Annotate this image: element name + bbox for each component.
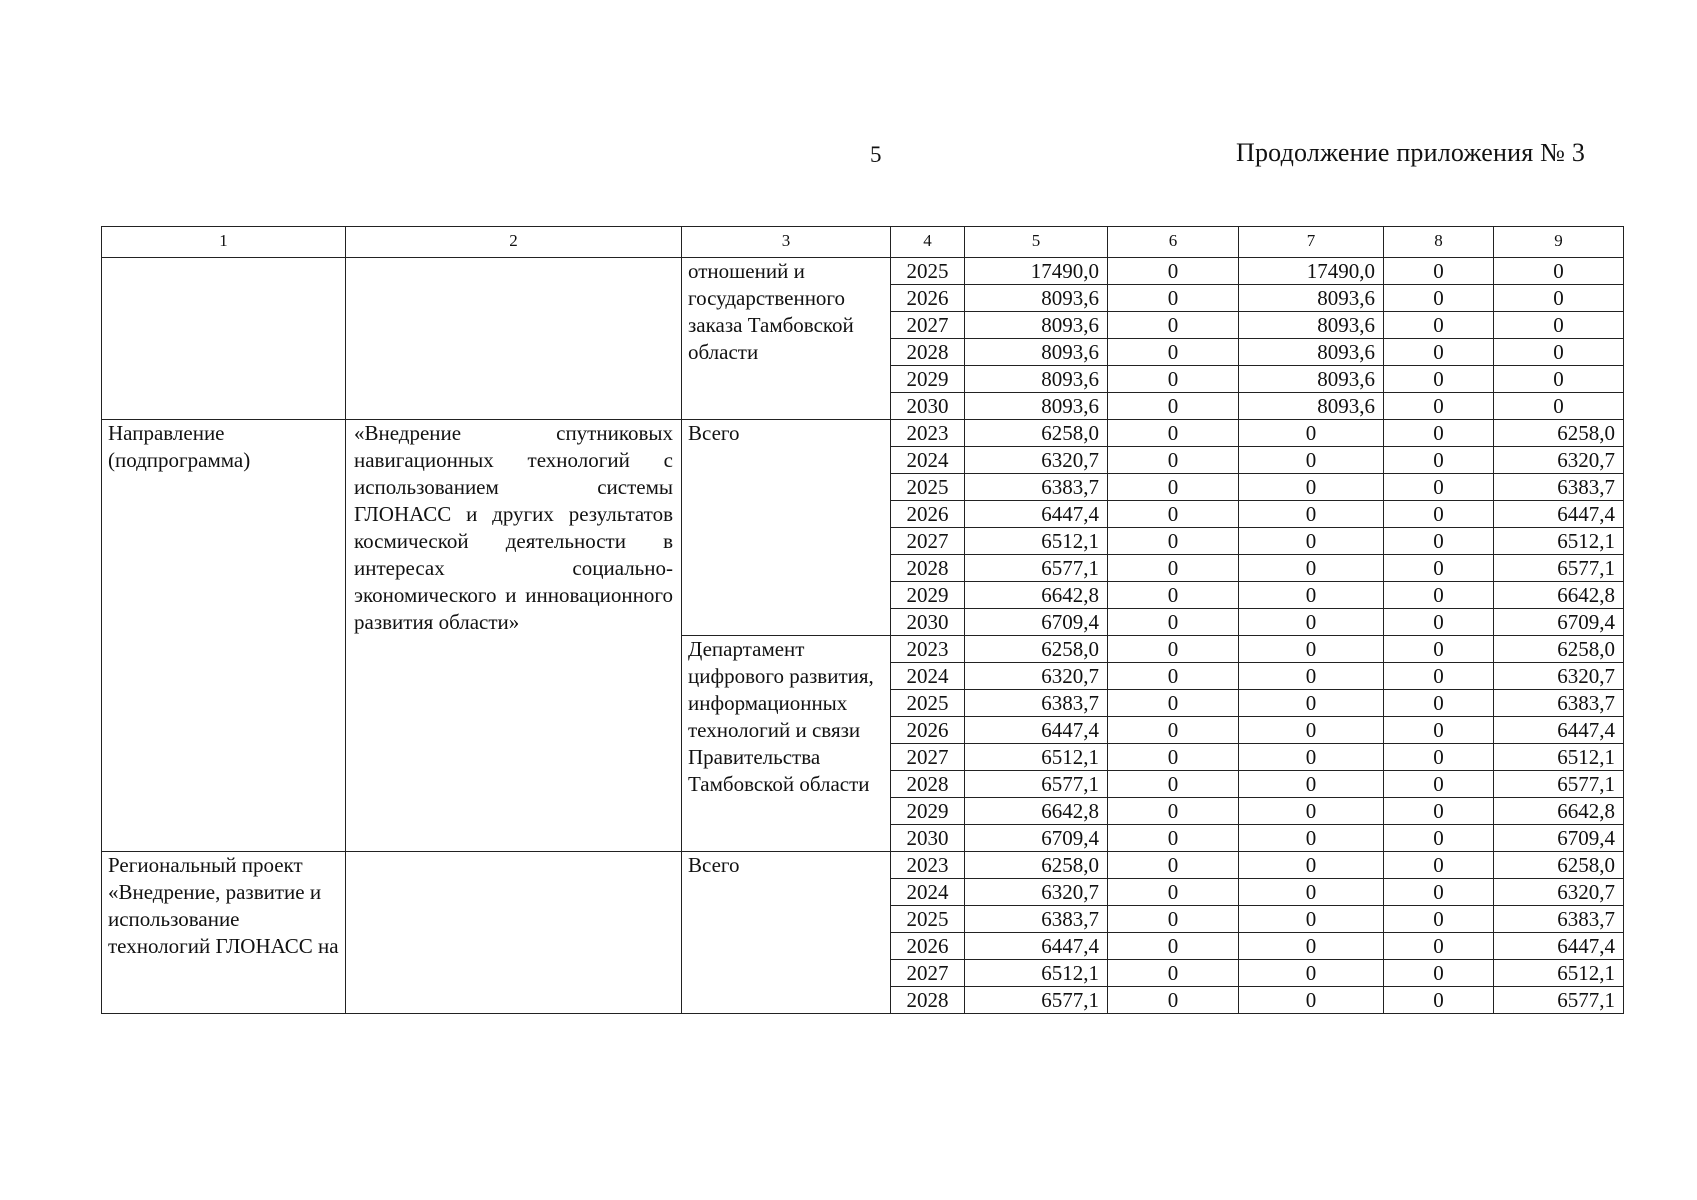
federal-amount-cell: 0 xyxy=(1108,879,1239,906)
regional-amount-cell: 8093,6 xyxy=(1239,312,1384,339)
federal-amount-cell: 0 xyxy=(1108,825,1239,852)
column-header: 8 xyxy=(1384,227,1494,258)
year-cell: 2025 xyxy=(891,690,965,717)
responsible-executor: отношений и государственного заказа Тамбовской области xyxy=(682,258,891,420)
year-cell: 2029 xyxy=(891,798,965,825)
local-amount-cell: 0 xyxy=(1384,852,1494,879)
total-amount-cell: 6320,7 xyxy=(965,447,1108,474)
other-amount-cell: 6709,4 xyxy=(1494,825,1624,852)
regional-amount-cell: 0 xyxy=(1239,528,1384,555)
regional-amount-cell: 0 xyxy=(1239,960,1384,987)
federal-amount-cell: 0 xyxy=(1108,690,1239,717)
federal-amount-cell: 0 xyxy=(1108,933,1239,960)
other-amount-cell: 0 xyxy=(1494,393,1624,420)
total-amount-cell: 6258,0 xyxy=(965,852,1108,879)
year-cell: 2026 xyxy=(891,501,965,528)
total-amount-cell: 6709,4 xyxy=(965,825,1108,852)
federal-amount-cell: 0 xyxy=(1108,771,1239,798)
subprogram-description: «Внедрение спутниковых навигационных технологий с использованием системы ГЛОНАСС и других результатов космической деятельности в интересах социально-экономического и инновационного развития области» xyxy=(346,420,682,852)
column-header: 5 xyxy=(965,227,1108,258)
local-amount-cell: 0 xyxy=(1384,771,1494,798)
other-amount-cell: 0 xyxy=(1494,258,1624,285)
local-amount-cell: 0 xyxy=(1384,528,1494,555)
federal-amount-cell: 0 xyxy=(1108,663,1239,690)
other-amount-cell: 6512,1 xyxy=(1494,960,1624,987)
other-amount-cell: 6642,8 xyxy=(1494,582,1624,609)
other-amount-cell: 0 xyxy=(1494,366,1624,393)
other-amount-cell: 6447,4 xyxy=(1494,933,1624,960)
local-amount-cell: 0 xyxy=(1384,906,1494,933)
other-amount-cell: 0 xyxy=(1494,339,1624,366)
other-amount-cell: 6320,7 xyxy=(1494,879,1624,906)
local-amount-cell: 0 xyxy=(1384,339,1494,366)
federal-amount-cell: 0 xyxy=(1108,312,1239,339)
total-amount-cell: 6258,0 xyxy=(965,636,1108,663)
other-amount-cell: 6512,1 xyxy=(1494,744,1624,771)
federal-amount-cell: 0 xyxy=(1108,744,1239,771)
year-cell: 2030 xyxy=(891,825,965,852)
regional-amount-cell: 8093,6 xyxy=(1239,339,1384,366)
table-row xyxy=(102,852,1624,879)
regional-amount-cell: 0 xyxy=(1239,447,1384,474)
regional-amount-cell: 0 xyxy=(1239,420,1384,447)
federal-amount-cell: 0 xyxy=(1108,258,1239,285)
other-amount-cell: 6258,0 xyxy=(1494,420,1624,447)
total-amount-cell: 6447,4 xyxy=(965,717,1108,744)
federal-amount-cell: 0 xyxy=(1108,960,1239,987)
year-cell: 2028 xyxy=(891,987,965,1014)
total-amount-cell: 6447,4 xyxy=(965,501,1108,528)
local-amount-cell: 0 xyxy=(1384,312,1494,339)
year-cell: 2023 xyxy=(891,852,965,879)
other-amount-cell: 6383,7 xyxy=(1494,906,1624,933)
federal-amount-cell: 0 xyxy=(1108,420,1239,447)
total-amount-cell: 6447,4 xyxy=(965,933,1108,960)
column-header: 4 xyxy=(891,227,965,258)
page-number: 5 xyxy=(870,142,882,167)
year-cell: 2030 xyxy=(891,609,965,636)
local-amount-cell: 0 xyxy=(1384,636,1494,663)
total-amount-cell: 6577,1 xyxy=(965,555,1108,582)
local-amount-cell: 0 xyxy=(1384,582,1494,609)
appendix-header: Продолжение приложения № 3 xyxy=(1236,138,1586,167)
total-amount-cell: 6383,7 xyxy=(965,474,1108,501)
other-amount-cell: 6447,4 xyxy=(1494,717,1624,744)
regional-amount-cell: 0 xyxy=(1239,717,1384,744)
regional-amount-cell: 0 xyxy=(1239,933,1384,960)
other-amount-cell: 6642,8 xyxy=(1494,798,1624,825)
total-label: Всего xyxy=(682,420,891,636)
local-amount-cell: 0 xyxy=(1384,474,1494,501)
local-amount-cell: 0 xyxy=(1384,366,1494,393)
other-amount-cell: 6577,1 xyxy=(1494,987,1624,1014)
local-amount-cell: 0 xyxy=(1384,987,1494,1014)
federal-amount-cell: 0 xyxy=(1108,339,1239,366)
year-cell: 2025 xyxy=(891,258,965,285)
federal-amount-cell: 0 xyxy=(1108,285,1239,312)
federal-amount-cell: 0 xyxy=(1108,987,1239,1014)
column-header: 6 xyxy=(1108,227,1239,258)
federal-amount-cell: 0 xyxy=(1108,366,1239,393)
year-cell: 2028 xyxy=(891,555,965,582)
federal-amount-cell: 0 xyxy=(1108,447,1239,474)
total-amount-cell: 6383,7 xyxy=(965,690,1108,717)
regional-amount-cell: 0 xyxy=(1239,987,1384,1014)
total-amount-cell: 6642,8 xyxy=(965,582,1108,609)
regional-amount-cell: 0 xyxy=(1239,663,1384,690)
total-amount-cell: 8093,6 xyxy=(965,285,1108,312)
other-amount-cell: 6577,1 xyxy=(1494,771,1624,798)
federal-amount-cell: 0 xyxy=(1108,528,1239,555)
subprogram-name: Направление (подпрограмма) xyxy=(102,420,346,852)
year-cell: 2025 xyxy=(891,906,965,933)
year-cell: 2027 xyxy=(891,528,965,555)
column-header: 2 xyxy=(346,227,682,258)
year-cell: 2023 xyxy=(891,420,965,447)
other-amount-cell: 6709,4 xyxy=(1494,609,1624,636)
other-amount-cell: 6577,1 xyxy=(1494,555,1624,582)
local-amount-cell: 0 xyxy=(1384,960,1494,987)
other-amount-cell: 6258,0 xyxy=(1494,636,1624,663)
column-numbers-row xyxy=(102,227,1624,258)
federal-amount-cell: 0 xyxy=(1108,852,1239,879)
local-amount-cell: 0 xyxy=(1384,879,1494,906)
year-cell: 2026 xyxy=(891,717,965,744)
total-amount-cell: 6512,1 xyxy=(965,528,1108,555)
federal-amount-cell: 0 xyxy=(1108,798,1239,825)
local-amount-cell: 0 xyxy=(1384,798,1494,825)
total-amount-cell: 17490,0 xyxy=(965,258,1108,285)
local-amount-cell: 0 xyxy=(1384,447,1494,474)
total-amount-cell: 8093,6 xyxy=(965,339,1108,366)
description-cell-empty xyxy=(346,852,682,1014)
year-cell: 2026 xyxy=(891,933,965,960)
local-amount-cell: 0 xyxy=(1384,609,1494,636)
description-cell-empty xyxy=(346,258,682,420)
federal-amount-cell: 0 xyxy=(1108,582,1239,609)
year-cell: 2024 xyxy=(891,663,965,690)
name-cell-empty xyxy=(102,258,346,420)
total-amount-cell: 8093,6 xyxy=(965,312,1108,339)
regional-project-name: Региональный проект «Внедрение, развитие и использование технологий ГЛОНАСС на xyxy=(102,852,346,1014)
other-amount-cell: 0 xyxy=(1494,285,1624,312)
year-cell: 2027 xyxy=(891,960,965,987)
column-header: 3 xyxy=(682,227,891,258)
column-header: 9 xyxy=(1494,227,1624,258)
year-cell: 2027 xyxy=(891,744,965,771)
local-amount-cell: 0 xyxy=(1384,744,1494,771)
year-cell: 2023 xyxy=(891,636,965,663)
regional-amount-cell: 0 xyxy=(1239,852,1384,879)
regional-amount-cell: 0 xyxy=(1239,744,1384,771)
regional-amount-cell: 17490,0 xyxy=(1239,258,1384,285)
federal-amount-cell: 0 xyxy=(1108,636,1239,663)
regional-amount-cell: 8093,6 xyxy=(1239,366,1384,393)
total-amount-cell: 6577,1 xyxy=(965,771,1108,798)
responsible-executor: Департамент цифрового развития, информационных технологий и связи Правительства Тамбовской области xyxy=(682,636,891,852)
year-cell: 2025 xyxy=(891,474,965,501)
total-amount-cell: 6320,7 xyxy=(965,663,1108,690)
other-amount-cell: 6383,7 xyxy=(1494,690,1624,717)
local-amount-cell: 0 xyxy=(1384,717,1494,744)
other-amount-cell: 6320,7 xyxy=(1494,663,1624,690)
total-amount-cell: 6383,7 xyxy=(965,906,1108,933)
other-amount-cell: 6447,4 xyxy=(1494,501,1624,528)
federal-amount-cell: 0 xyxy=(1108,474,1239,501)
regional-amount-cell: 0 xyxy=(1239,690,1384,717)
table-row xyxy=(102,420,1624,447)
total-amount-cell: 6512,1 xyxy=(965,960,1108,987)
other-amount-cell: 6320,7 xyxy=(1494,447,1624,474)
table-row xyxy=(102,258,1624,285)
regional-amount-cell: 0 xyxy=(1239,825,1384,852)
local-amount-cell: 0 xyxy=(1384,420,1494,447)
local-amount-cell: 0 xyxy=(1384,825,1494,852)
local-amount-cell: 0 xyxy=(1384,393,1494,420)
total-amount-cell: 6577,1 xyxy=(965,987,1108,1014)
federal-amount-cell: 0 xyxy=(1108,555,1239,582)
regional-amount-cell: 8093,6 xyxy=(1239,285,1384,312)
regional-amount-cell: 0 xyxy=(1239,501,1384,528)
other-amount-cell: 6383,7 xyxy=(1494,474,1624,501)
regional-amount-cell: 0 xyxy=(1239,609,1384,636)
regional-amount-cell: 0 xyxy=(1239,582,1384,609)
funding-table xyxy=(101,226,1624,1014)
year-cell: 2024 xyxy=(891,879,965,906)
regional-amount-cell: 0 xyxy=(1239,474,1384,501)
local-amount-cell: 0 xyxy=(1384,933,1494,960)
total-amount-cell: 8093,6 xyxy=(965,366,1108,393)
regional-amount-cell: 8093,6 xyxy=(1239,393,1384,420)
year-cell: 2024 xyxy=(891,447,965,474)
year-cell: 2030 xyxy=(891,393,965,420)
year-cell: 2029 xyxy=(891,582,965,609)
local-amount-cell: 0 xyxy=(1384,258,1494,285)
federal-amount-cell: 0 xyxy=(1108,717,1239,744)
federal-amount-cell: 0 xyxy=(1108,609,1239,636)
year-cell: 2029 xyxy=(891,366,965,393)
total-amount-cell: 6642,8 xyxy=(965,798,1108,825)
other-amount-cell: 6512,1 xyxy=(1494,528,1624,555)
total-amount-cell: 6512,1 xyxy=(965,744,1108,771)
local-amount-cell: 0 xyxy=(1384,285,1494,312)
regional-amount-cell: 0 xyxy=(1239,798,1384,825)
local-amount-cell: 0 xyxy=(1384,555,1494,582)
year-cell: 2028 xyxy=(891,771,965,798)
other-amount-cell: 0 xyxy=(1494,312,1624,339)
total-label: Всего xyxy=(682,852,891,1014)
federal-amount-cell: 0 xyxy=(1108,501,1239,528)
column-header: 1 xyxy=(102,227,346,258)
other-amount-cell: 6258,0 xyxy=(1494,852,1624,879)
total-amount-cell: 6258,0 xyxy=(965,420,1108,447)
year-cell: 2027 xyxy=(891,312,965,339)
total-amount-cell: 6320,7 xyxy=(965,879,1108,906)
local-amount-cell: 0 xyxy=(1384,501,1494,528)
regional-amount-cell: 0 xyxy=(1239,771,1384,798)
local-amount-cell: 0 xyxy=(1384,690,1494,717)
regional-amount-cell: 0 xyxy=(1239,879,1384,906)
total-amount-cell: 8093,6 xyxy=(965,393,1108,420)
year-cell: 2026 xyxy=(891,285,965,312)
federal-amount-cell: 0 xyxy=(1108,393,1239,420)
column-header: 7 xyxy=(1239,227,1384,258)
year-cell: 2028 xyxy=(891,339,965,366)
regional-amount-cell: 0 xyxy=(1239,906,1384,933)
regional-amount-cell: 0 xyxy=(1239,636,1384,663)
total-amount-cell: 6709,4 xyxy=(965,609,1108,636)
local-amount-cell: 0 xyxy=(1384,663,1494,690)
regional-amount-cell: 0 xyxy=(1239,555,1384,582)
federal-amount-cell: 0 xyxy=(1108,906,1239,933)
